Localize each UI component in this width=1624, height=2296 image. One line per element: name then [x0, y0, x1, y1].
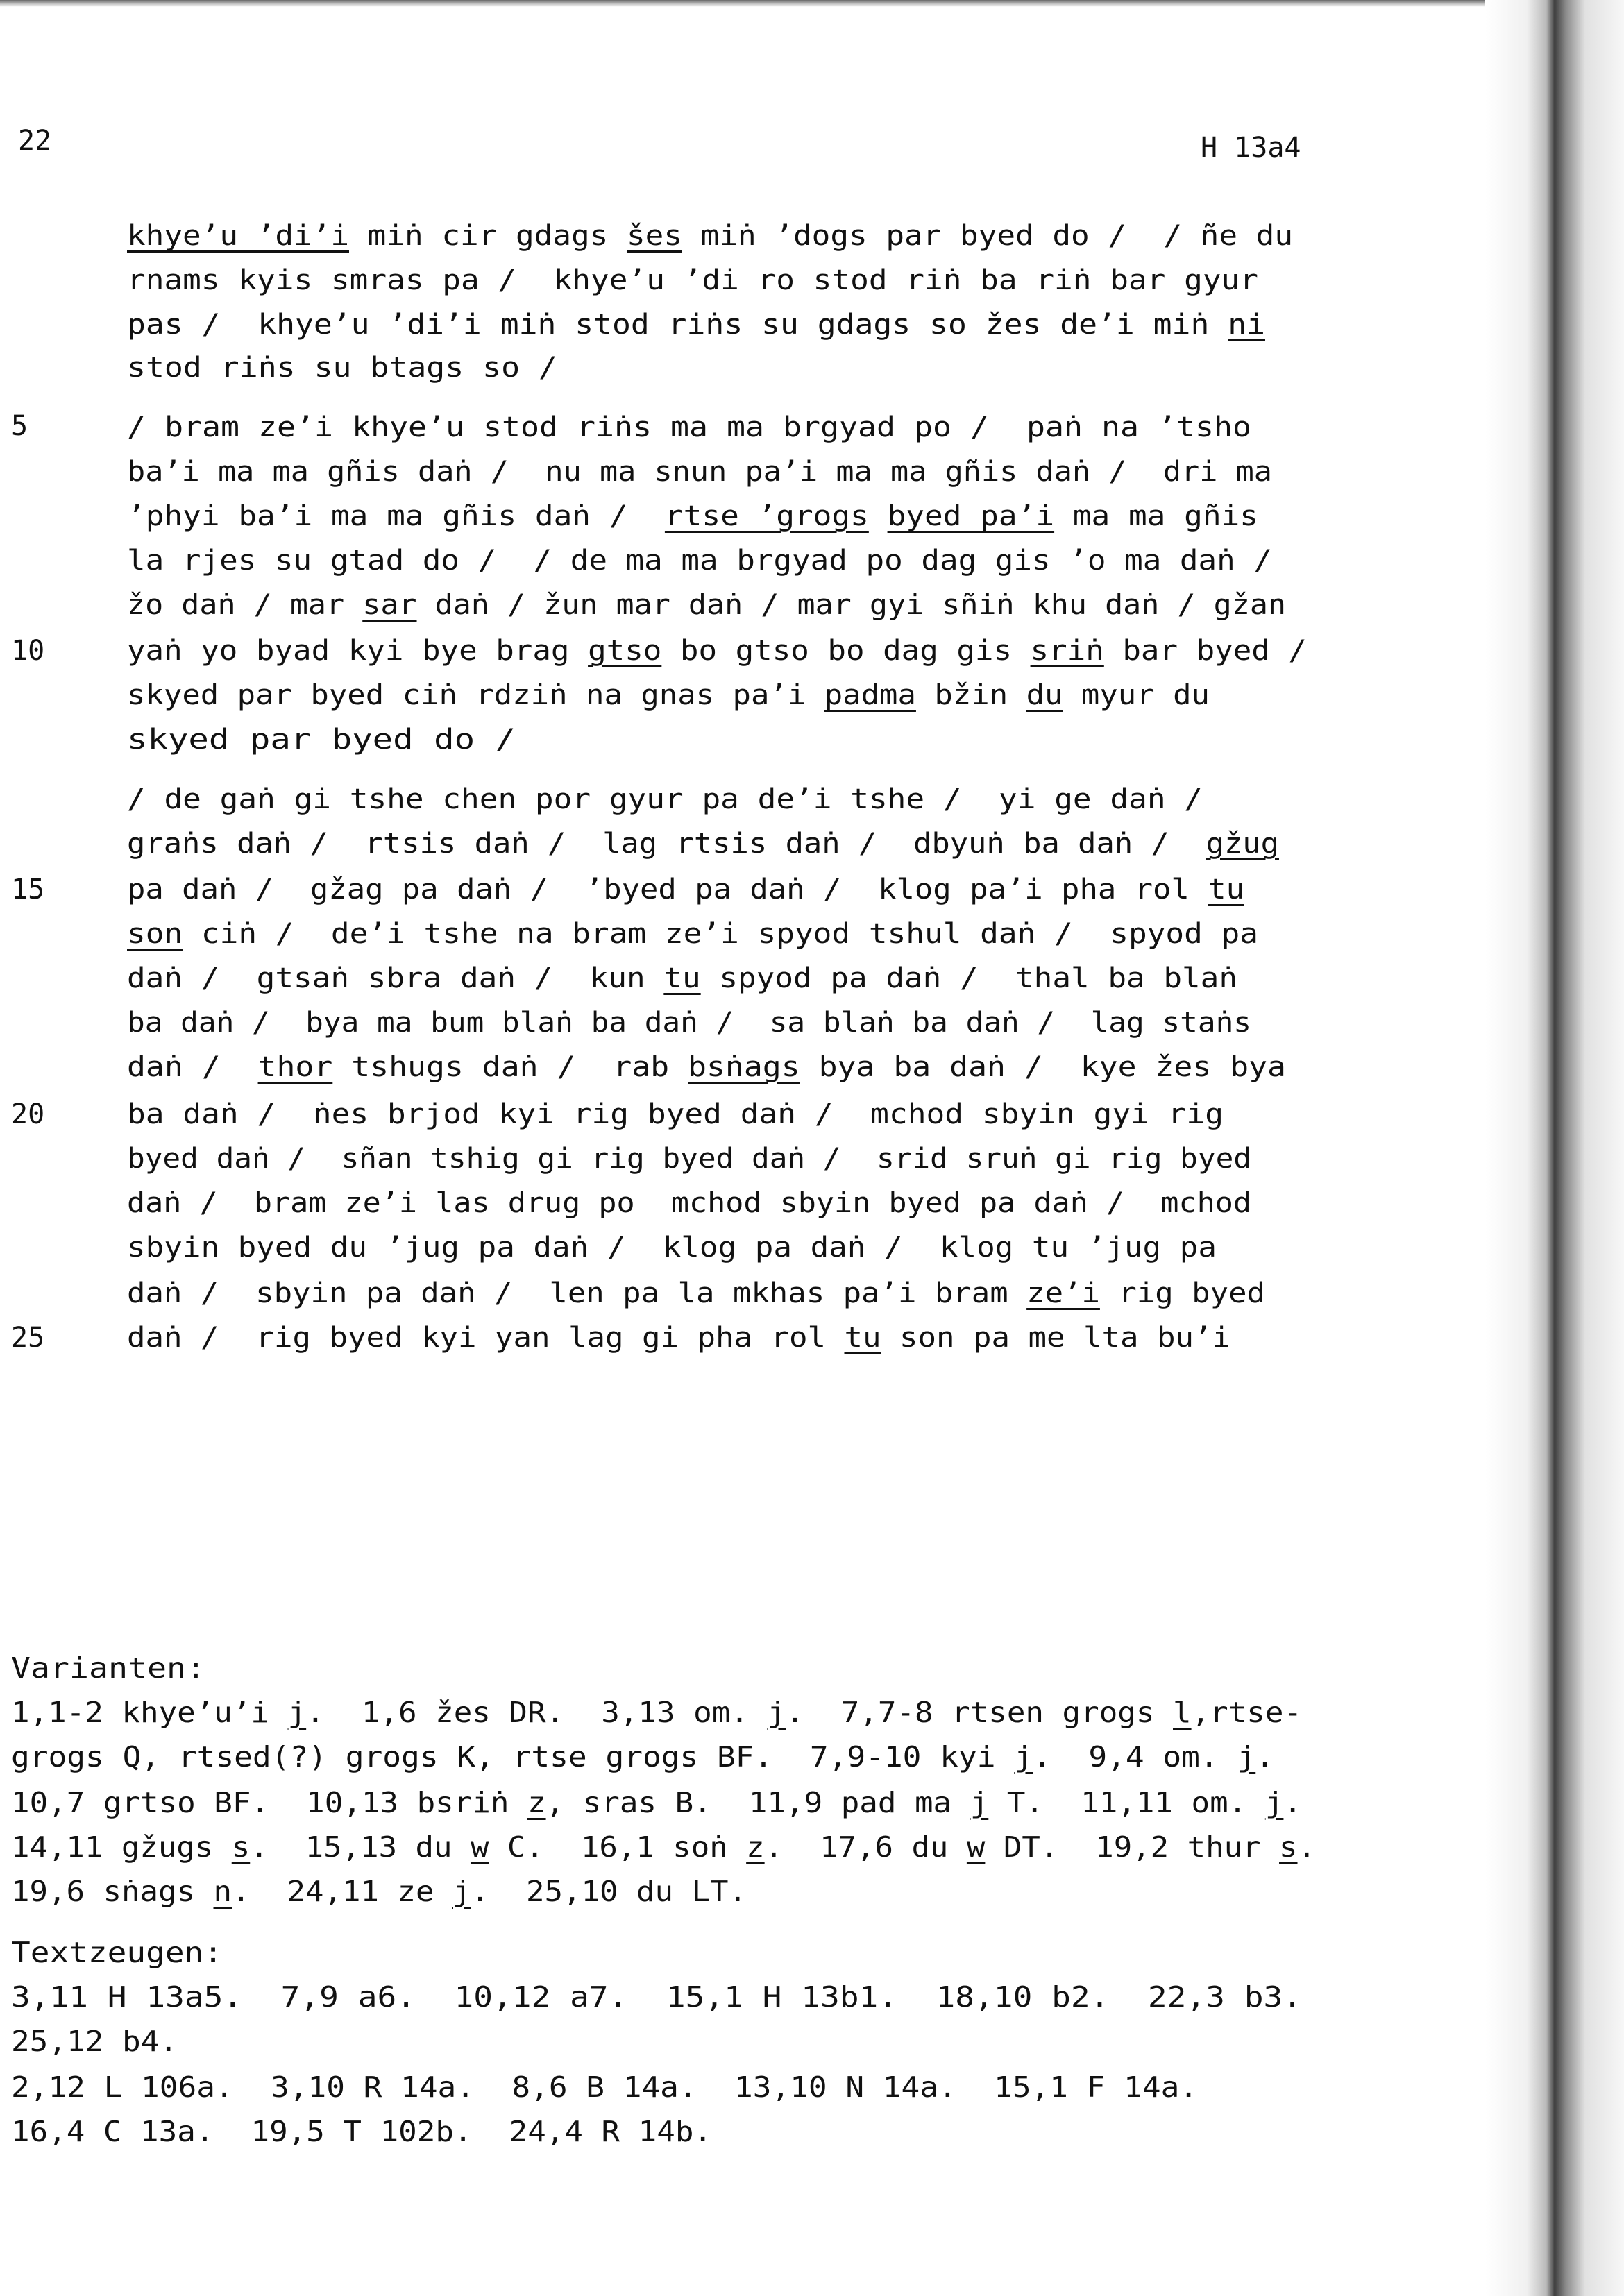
text-line: [127, 876, 1244, 903]
underlined-word: tu: [663, 962, 701, 994]
text-segment: daṅ / rig byed kyi yan lag gi pha rol: [127, 1322, 845, 1354]
apparatus-line: [11, 1980, 1302, 2014]
underlined-word: j: [287, 1696, 307, 1729]
text-line: [127, 354, 557, 382]
apparatus-line: [11, 1651, 205, 1685]
underlined-word: s: [231, 1830, 251, 1864]
text-line: [127, 591, 1286, 619]
text-line: [127, 266, 1258, 294]
text-segment: Textzeugen:: [11, 1936, 223, 1969]
text-line: [127, 547, 1272, 575]
apparatus-line: [11, 1786, 1302, 1819]
text-line: [127, 1145, 1251, 1173]
underlined-word: son: [127, 918, 183, 950]
text-line: [127, 637, 1307, 665]
apparatus-line: [11, 1875, 747, 1908]
text-segment: sbyin byed du ’jug pa daṅ / klog pa daṅ / klog tu ’jug pa: [127, 1232, 1217, 1264]
text-line: [127, 1053, 1286, 1081]
text-segment: bya ba daṅ / kye žes bya: [800, 1051, 1286, 1083]
text-segment: C. 16,1 soṅ: [489, 1830, 747, 1864]
text-segment: , sras B. 11,9 pad ma: [545, 1786, 970, 1819]
apparatus-line: [11, 2070, 1198, 2104]
manuscript-reference: H 13a4: [1201, 132, 1301, 164]
underlined-word: j: [1264, 1786, 1284, 1819]
underlined-word: s: [1279, 1830, 1298, 1864]
text-line: [127, 785, 1203, 813]
line-number-25: 25: [11, 1322, 45, 1354]
underlined-word: ni: [1228, 309, 1265, 341]
line-number-10: 10: [11, 635, 45, 667]
underlined-word: w: [470, 1830, 489, 1864]
text-segment: .: [1297, 1830, 1316, 1864]
text-segment: daṅ /: [127, 1051, 258, 1083]
text-line: [127, 1324, 1230, 1352]
underlined-word: bsṅags: [688, 1051, 800, 1083]
apparatus-line: [11, 2027, 178, 2056]
text-segment: . 1,6 žes DR. 3,13 om.: [306, 1696, 768, 1729]
scan-binding-shadow: [1485, 0, 1624, 2296]
line-number-20: 20: [11, 1098, 45, 1130]
text-segment: daṅ / žun mar daṅ / mar gyi sñiṅ khu daṅ / gžan: [416, 589, 1286, 621]
text-line: [127, 1100, 1224, 1128]
text-segment: / de gaṅ gi tshe chen por gyur pa de’i tshe / yi ge daṅ /: [127, 783, 1203, 815]
text-line: [127, 1189, 1251, 1217]
scan-top-edge: [0, 0, 1624, 7]
text-segment: la rjes su gtad do / / de ma ma brgyad po dag gis ’o ma daṅ /: [127, 545, 1272, 577]
text-segment: bžin: [915, 679, 1026, 711]
text-segment: bo gtso bo dag gis: [661, 635, 1031, 667]
underlined-word: j: [970, 1786, 989, 1819]
text-segment: 16,4 C 13a. 19,5 T 102b. 24,4 R 14b.: [11, 2115, 712, 2148]
underlined-word: z: [527, 1786, 546, 1819]
text-segment: tshugs daṅ / rab: [332, 1051, 688, 1083]
apparatus-line: [11, 2115, 712, 2148]
text-segment: ba daṅ / ṅes brjod kyi rig byed daṅ / mchod sbyin gyi rig: [127, 1098, 1224, 1130]
text-line: [127, 1232, 1217, 1264]
underlined-word: l: [1172, 1696, 1192, 1729]
text-segment: bar byed /: [1103, 635, 1308, 667]
text-segment: skyed par byed ciṅ rdziṅ na gnas pa’i: [127, 679, 824, 711]
text-segment: myur du: [1063, 679, 1210, 711]
text-segment: .: [1283, 1786, 1302, 1819]
text-line: [127, 726, 516, 754]
underlined-word: gžug: [1206, 828, 1279, 860]
text-segment: 19,6 sṅags: [11, 1875, 214, 1908]
underlined-word: byed pa’i: [887, 500, 1055, 532]
underlined-word: n: [213, 1875, 232, 1908]
underlined-word: w: [966, 1830, 986, 1864]
text-segment: daṅ / bram ze’i las drug po mchod sbyin byed pa daṅ / mchod: [127, 1187, 1251, 1219]
text-segment: grogs Q, rtsed(?) grogs K, rtse grogs BF. 7,9-10 kyi: [11, 1740, 1015, 1774]
text-segment: ’phyi ba’i ma ma gñis daṅ /: [127, 500, 665, 532]
text-segment: daṅ / gtsaṅ sbra daṅ / kun: [127, 962, 664, 994]
line-number-5: 5: [11, 410, 28, 442]
underlined-word: sar: [362, 589, 417, 621]
underlined-word: tu: [844, 1322, 881, 1354]
text-segment: graṅs daṅ / rtsis daṅ / lag rtsis daṅ / dbyuṅ ba daṅ /: [127, 828, 1206, 860]
text-segment: rig byed: [1099, 1277, 1265, 1309]
text-segment: ba’i ma ma gñis daṅ / nu ma snun pa’i ma ma gñis daṅ / dri ma: [127, 456, 1272, 488]
text-segment: ma ma gñis: [1054, 500, 1258, 532]
text-segment: ba daṅ / bya ma bum blaṅ ba daṅ / sa blaṅ ba daṅ / lag staṅs: [127, 1007, 1251, 1039]
text-segment: 2,12 L 106a. 3,10 R 14a. 8,6 B 14a. 13,10 N 14a. 15,1 F 14a.: [11, 2070, 1198, 2104]
apparatus-line: [11, 1696, 1303, 1729]
text-segment: DT. 19,2 thur: [985, 1830, 1280, 1864]
text-segment: pas / khye’u ’di’i miṅ stod riṅs su gdags so žes de’i miṅ: [127, 309, 1228, 341]
text-segment: / bram ze’i khye’u stod riṅs ma ma brgyad po / paṅ na ’tsho: [127, 411, 1251, 443]
text-segment: stod riṅs su btags so /: [127, 352, 557, 384]
text-segment: daṅ / sbyin pa daṅ / len pa la mkhas pa’i bram: [127, 1277, 1027, 1309]
underlined-word: tu: [1208, 874, 1245, 905]
text-segment: žo daṅ / mar: [127, 589, 363, 621]
text-segment: 10,7 grtso BF. 10,13 bsriṅ: [11, 1786, 527, 1819]
text-segment: 25,12 b4.: [11, 2025, 178, 2058]
text-line: [127, 920, 1258, 948]
text-line: [127, 681, 1210, 709]
text-segment: 3,11 H 13a5. 7,9 a6. 10,12 a7. 15,1 H 13b1. 18,10 b2. 22,3 b3.: [11, 1980, 1302, 2014]
text-segment: Varianten:: [11, 1651, 205, 1685]
text-segment: .: [1255, 1740, 1274, 1774]
text-segment: yaṅ yo byad kyi bye brag: [127, 635, 589, 667]
text-line: [127, 458, 1272, 486]
text-line: [127, 502, 1258, 530]
text-line: [127, 964, 1237, 992]
text-line: [127, 830, 1279, 858]
text-segment: . 25,10 du LT.: [471, 1875, 747, 1908]
text-segment: 1,1-2 khye’u’i: [11, 1696, 288, 1729]
underlined-word: j: [1014, 1740, 1033, 1774]
text-segment: spyod pa daṅ / thal ba blaṅ: [700, 962, 1237, 994]
text-segment: . 9,4 om.: [1033, 1740, 1237, 1774]
apparatus-line: [11, 1830, 1316, 1864]
underlined-word: gtso: [588, 635, 662, 667]
text-segment: . 15,13 du: [250, 1830, 471, 1864]
text-segment: byed daṅ / sñan tshig gi rig byed daṅ / srid sruṅ gi rig byed: [127, 1143, 1251, 1175]
text-line: [127, 311, 1265, 339]
text-segment: . 17,6 du: [764, 1830, 967, 1864]
text-segment: pa daṅ / gžag pa daṅ / ’byed pa daṅ / klog pa’i pha rol: [127, 874, 1208, 905]
text-line: [127, 1279, 1265, 1307]
page-number: 22: [18, 125, 52, 157]
text-segment: skyed par byed do /: [127, 724, 516, 756]
text-segment: miṅ ’dogs par byed do / / ñe du: [682, 220, 1293, 252]
text-segment: ,rtse-: [1191, 1696, 1303, 1729]
underlined-word: sriṅ: [1030, 635, 1104, 667]
underlined-word: j: [767, 1696, 786, 1729]
underlined-word: khye’u ’di’i: [127, 220, 349, 252]
underlined-word: šes: [626, 220, 682, 252]
text-segment: rnams kyis smras pa / khye’u ’di ro stod riṅ ba riṅ bar gyur: [127, 264, 1258, 296]
underlined-word: z: [746, 1830, 765, 1864]
text-segment: 14,11 gžugs: [11, 1830, 232, 1864]
underlined-word: du: [1026, 679, 1063, 711]
text-line: [127, 1009, 1251, 1037]
text-segment: . 7,7-8 rtsen grogs: [785, 1696, 1173, 1729]
underlined-word: j: [1237, 1740, 1256, 1774]
text-segment: [869, 500, 888, 532]
text-segment: ciṅ / de’i tshe na bram ze’i spyod tshul daṅ / spyod pa: [183, 918, 1259, 950]
underlined-word: ze’i: [1026, 1277, 1100, 1309]
apparatus-line: [11, 1740, 1274, 1774]
underlined-word: padma: [824, 679, 916, 711]
apparatus-line: [11, 1936, 223, 1969]
underlined-word: thor: [257, 1051, 333, 1083]
text-segment: son pa me lta bu’i: [881, 1322, 1230, 1354]
text-line: [127, 411, 1251, 443]
text-line: [127, 222, 1293, 250]
line-number-15: 15: [11, 874, 45, 905]
underlined-word: j: [452, 1875, 471, 1908]
text-segment: . 24,11 ze: [232, 1875, 453, 1908]
text-segment: miṅ cir gdags: [348, 220, 627, 252]
text-segment: T. 11,11 om.: [988, 1786, 1265, 1819]
underlined-word: rtse ’grogs: [664, 500, 869, 532]
